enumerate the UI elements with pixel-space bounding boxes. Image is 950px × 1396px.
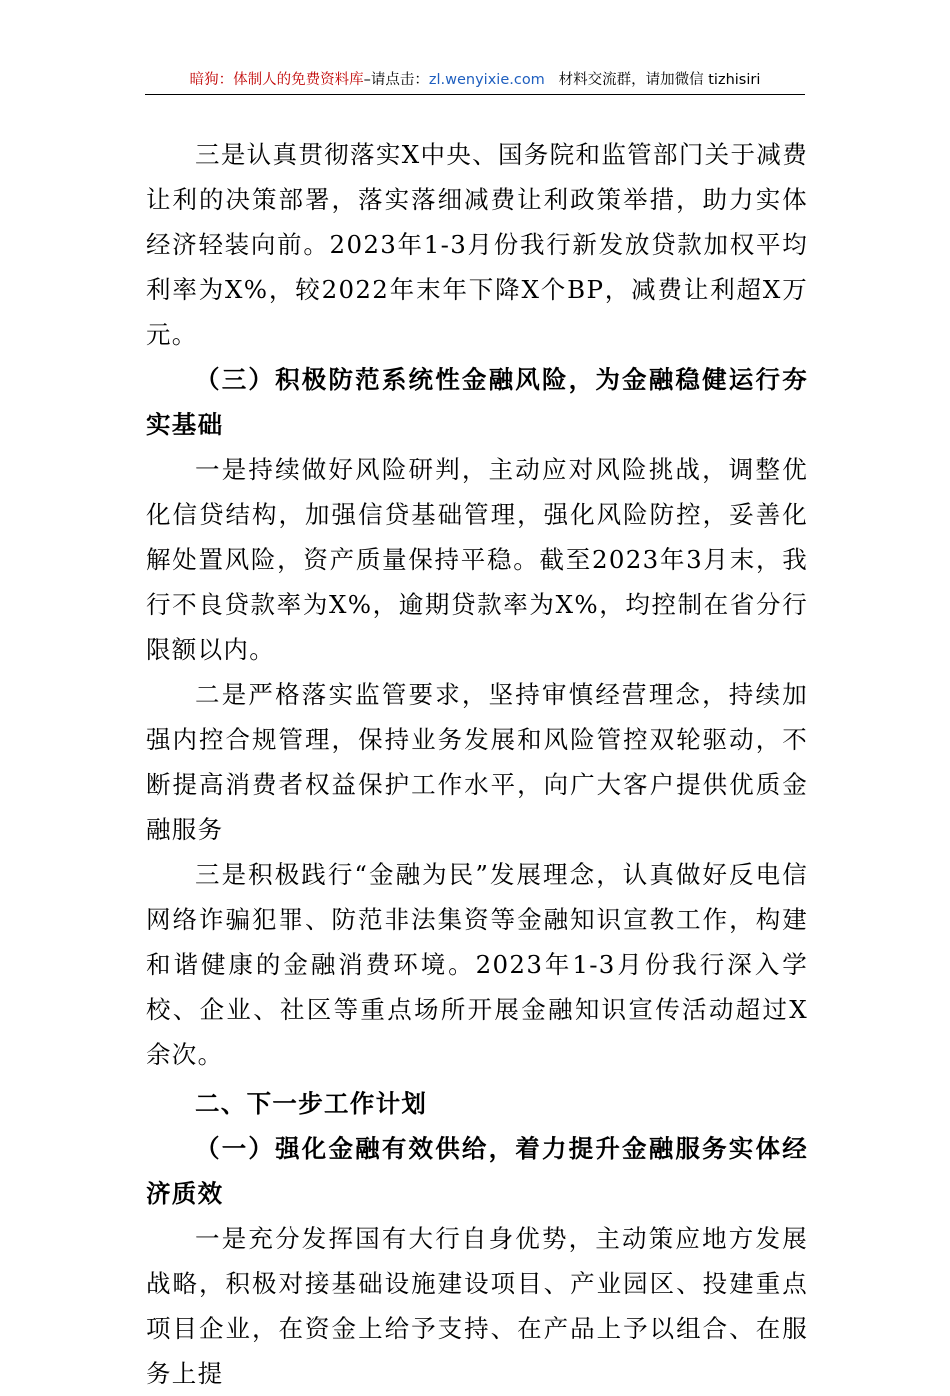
subheading-strengthen-supply: （一）强化金融有效供给，着力提升金融服务实体经济质效 xyxy=(146,1134,808,1208)
page-header xyxy=(145,68,805,95)
paragraph-reduce-fees: 三是认真贯彻落实X中央、国务院和监管部门关于减费让利的决策部署，落实落细减费让利政策举措，助力实体经济轻装向前。2023年1-3月份我行新发放贷款加权平均利率为X%，较2022年末年下降X个BP，减费让利超X万元。 xyxy=(146,140,808,349)
header-click-prompt: –请点击： xyxy=(363,72,429,88)
paragraph-risk-assessment: 一是持续做好风险研判，主动应对风险挑战，调整优化信贷结构，加强信贷基础管理，强化风险防控，妥善化解处置风险，资产质量保持平稳。截至2023年3月末，我行不良贷款率为X%，逾期贷款率为X%，均控制在省分行限额以内。 xyxy=(146,455,808,664)
paragraph-state-bank-advantage: 一是充分发挥国有大行自身优势，主动策应地方发展战略，积极对接基础设施建设项目、产业园区、投建重点项目企业，在资金上给予支持、在产品上予以组合、在服务上提 xyxy=(146,1224,808,1388)
paragraph-finance-for-people: 三是积极践行“金融为民”发展理念，认真做好反电信网络诈骗犯罪、防范非法集资等金融知识宣教工作，构建和谐健康的金融消费环境。2023年1-3月份我行深入学校、企业、社区等重点场所开展金融知识宣传活动超过X余次。 xyxy=(146,860,808,1069)
paragraph-compliance: 二是严格落实监管要求，坚持审慎经营理念，持续加强内控合规管理，保持业务发展和风险管控双轮驱动，不断提高消费者权益保护工作水平，向广大客户提供优质金融服务 xyxy=(146,680,808,844)
document-body xyxy=(146,132,808,1396)
heading-next-plan: 二、下一步工作计划 xyxy=(195,1089,428,1118)
header-group-text: 材料交流群，请加微信 tizhisiri xyxy=(558,72,761,88)
header-url-link[interactable]: zl.wenyixie.com xyxy=(428,72,545,88)
header-site-name: 暗狗：体制人的免费资料库 xyxy=(189,72,364,88)
subheading-prevent-risk: （三）积极防范系统性金融风险，为金融稳健运行夯实基础 xyxy=(146,365,808,439)
